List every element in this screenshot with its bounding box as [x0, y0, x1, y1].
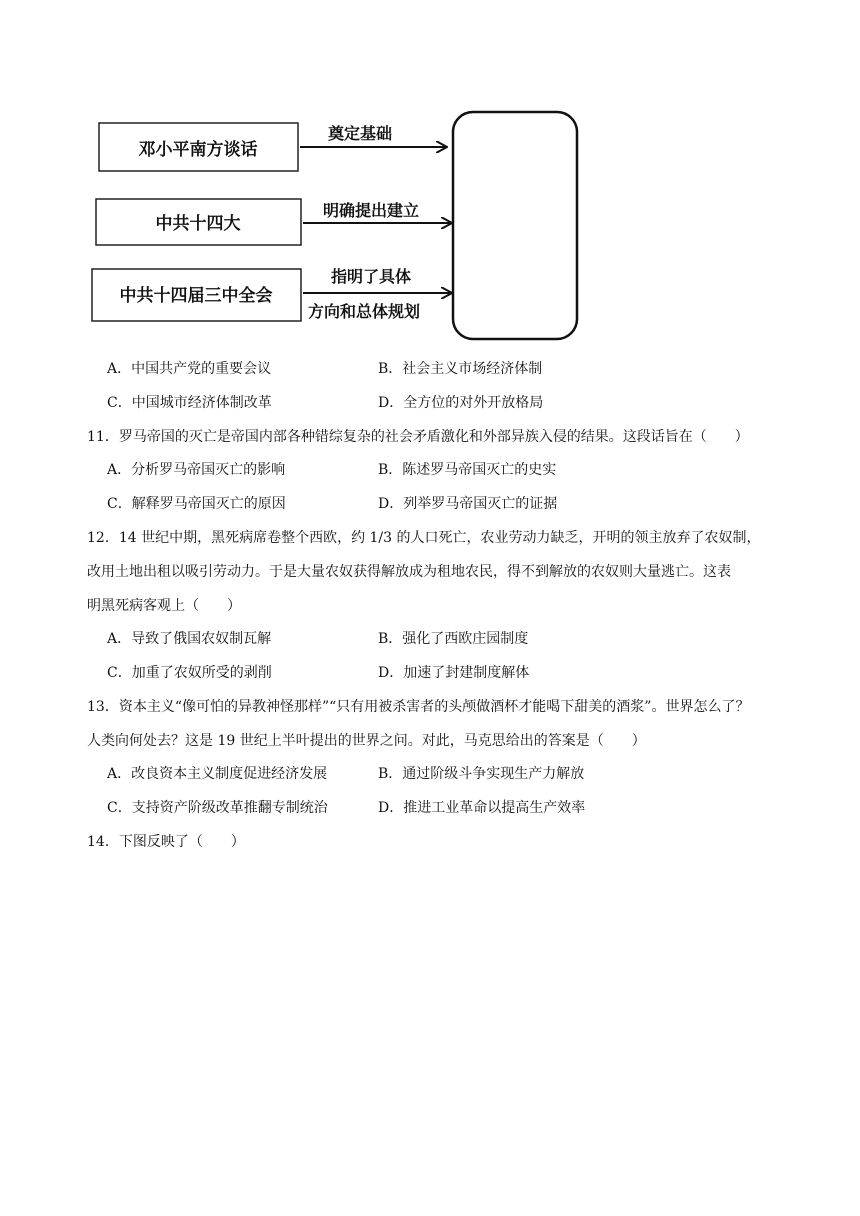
q10-option-a: A．中国共产党的重要会议: [107, 361, 272, 377]
arrow-3-label-line1: 指明了具体: [331, 267, 412, 286]
q13-option-d: D．推进工业革命以提高生产效率: [378, 800, 586, 816]
q12-stem-line1: 12．14 世纪中期，黑死病席卷整个西欧，约 1/3 的人口死亡，农业劳动力缺乏，开明的领主放弃了农奴制，: [87, 530, 761, 546]
q12-option-a: A．导致了俄国农奴制瓦解: [107, 631, 272, 647]
q13-stem-line2: 人类向何处去？这是 19 世纪上半叶提出的世界之问。对此，马克思给出的答案是（ ）: [87, 733, 646, 749]
q12-stem-line2: 改用土地出租以吸引劳动力。于是大量农奴获得解放成为租地农民，得不到解放的农奴则大量逃亡。这表: [87, 564, 731, 580]
q10-option-b: B．社会主义市场经济体制: [378, 361, 543, 377]
q13-option-b: B．通过阶级斗争实现生产力解放: [378, 766, 585, 782]
box-14th-congress-label: 中共十四大: [155, 214, 241, 234]
arrow-2-label: 明确提出建立: [323, 201, 420, 220]
q12-option-c: C．加重了农奴所受的剥削: [107, 665, 272, 681]
answer-blank-box: [453, 112, 577, 339]
q12-option-d: D．加速了封建制度解体: [378, 665, 530, 681]
arrow-1-label: 奠定基础: [328, 124, 393, 143]
flow-diagram-svg: [0, 0, 860, 350]
q11-stem: 11．罗马帝国的灭亡是帝国内部各种错综复杂的社会矛盾激化和外部异族入侵的结果。这段话旨在（ ）: [87, 429, 749, 445]
q12-stem-line3: 明黑死病客观上（ ）: [87, 598, 241, 614]
box-14th-third-plenum-label: 中共十四届三中全会: [119, 286, 273, 306]
arrow-3-label-line2: 方向和总体规划: [308, 302, 421, 321]
flow-diagram: [0, 0, 860, 350]
box-deng-south-talk-label: 邓小平南方谈话: [138, 140, 258, 160]
q10-option-d: D．全方位的对外开放格局: [378, 395, 544, 411]
q12-option-b: B．强化了西欧庄园制度: [378, 631, 529, 647]
q14-stem: 14．下图反映了（ ）: [87, 834, 245, 850]
q11-option-b: B．陈述罗马帝国灭亡的史实: [378, 462, 557, 478]
q13-option-a: A．改良资本主义制度促进经济发展: [107, 766, 328, 782]
q11-option-a: A．分析罗马帝国灭亡的影响: [107, 462, 286, 478]
q11-option-c: C．解释罗马帝国灭亡的原因: [107, 496, 286, 512]
q10-option-c: C．中国城市经济体制改革: [107, 395, 272, 411]
q13-option-c: C．支持资产阶级改革推翻专制统治: [107, 800, 328, 816]
q11-option-d: D．列举罗马帝国灭亡的证据: [378, 496, 558, 512]
q13-stem-line1: 13．资本主义“像可怕的异教神怪那样”“只有用被杀害者的头颅做酒杯才能喝下甜美的酒浆”。世界怎么了？: [87, 699, 750, 715]
